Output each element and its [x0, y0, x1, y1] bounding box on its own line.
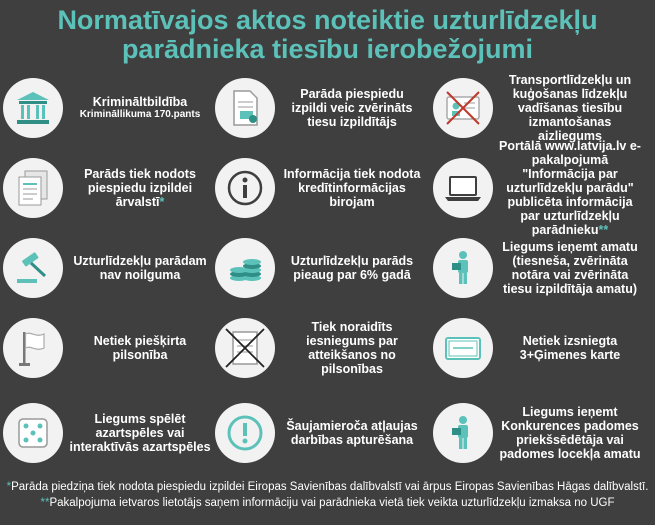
restrictions-grid [3, 73, 655, 473]
restriction-label [281, 419, 423, 447]
restriction-label [69, 167, 211, 209]
restriction-item [215, 76, 423, 140]
crossed-license-icon [433, 78, 493, 138]
restriction-label [499, 240, 641, 296]
restriction-item [215, 316, 423, 380]
restriction-label [69, 334, 211, 362]
restriction-label [281, 320, 423, 376]
warning-icon [215, 403, 275, 463]
person-box-icon [433, 403, 493, 463]
restriction-label [281, 254, 423, 282]
page-title [0, 6, 655, 64]
restriction-label [499, 405, 641, 461]
restriction-item [3, 76, 211, 140]
restriction-label [69, 254, 211, 282]
restriction-text: Portālā www.latvija.lv e-pakalpojumā "Informācija par uzturlīdzekļu parādu" publicēta informācija par uzturlīdzekļu parādnieku [499, 139, 641, 237]
restriction-item [433, 401, 641, 465]
restriction-text: Uzturlīdzekļu parāds pieaug par 6% gadā [290, 254, 414, 282]
restriction-text: Šaujamieroča atļaujas darbības apturēšana [286, 419, 418, 447]
restriction-text: Liegums ieņemt amatu (tiesneša, zvērināta notāra vai zvērināta tiesu izpildītāja amatu) [502, 240, 638, 296]
restriction-label [499, 139, 641, 237]
restriction-subtext: Krimināllikuma 170.pants [79, 109, 201, 120]
restriction-text: Netiek piešķirta pilsonība [93, 334, 187, 362]
restriction-item [3, 401, 211, 465]
restriction-item [433, 316, 641, 380]
gavel-icon [3, 238, 63, 298]
restriction-item [215, 401, 423, 465]
document-seal-icon [215, 78, 275, 138]
footnote-2-text: Pakalpojuma ietvaros lietotājs saņem informāciju vai parādnieka vietā tiek veikta uzturlīdzekļu izmaksa no UGF [49, 497, 615, 509]
restriction-item [215, 156, 423, 220]
footnote-2 [0, 497, 655, 510]
info-icon [215, 158, 275, 218]
footnote-1 [0, 481, 655, 494]
restriction-text: Uzturlīdzekļu parādam nav noilguma [73, 254, 207, 282]
coins-icon [215, 238, 275, 298]
restriction-item [215, 236, 423, 300]
restriction-text: Parāda piespiedu izpildi veic zvērināts tiesu izpildītājs [291, 87, 413, 129]
documents-icon [3, 158, 63, 218]
restriction-label [499, 334, 641, 362]
restriction-item [3, 156, 211, 220]
restriction-text: Liegums spēlēt azartspēles vai interaktīvās azartspēles [69, 412, 211, 454]
footnote-mark: * [159, 195, 165, 209]
restriction-text: Netiek izsniegta 3+Ģimenes karte [519, 334, 621, 362]
restriction-item [433, 236, 641, 300]
flag-icon [3, 318, 63, 378]
restriction-item [433, 139, 641, 237]
restriction-text: Krimināltbildība [92, 95, 188, 109]
footnotes [0, 481, 655, 513]
restriction-item [3, 236, 211, 300]
title-line-2: parādnieka tiesību ierobežojumi [121, 34, 534, 64]
restriction-text: Tiek noraidīts iesniegums par atteikšanos no pilsonības [306, 320, 398, 376]
restriction-text: Parāds tiek nodots piespiedu izpildei ārvalstī [84, 167, 196, 209]
restriction-label [281, 167, 423, 209]
crossed-document-icon [215, 318, 275, 378]
footnote-2-mark: ** [40, 497, 50, 509]
person-box-icon [433, 238, 493, 298]
card-icon [433, 318, 493, 378]
restriction-item [3, 316, 211, 380]
restriction-label [69, 412, 211, 454]
footnote-1-text: Parāda piedziņa tiek nodota piespiedu izpildei Eiropas Savienības dalībvalstī vai ārpus Eiropas Savienības Hāgas dalībvalstī. [11, 481, 649, 493]
restriction-label [281, 87, 423, 129]
laptop-icon [433, 158, 493, 218]
restriction-text: Informācija tiek nodota kredītinformācijas birojam [283, 167, 421, 209]
restriction-item [433, 73, 641, 143]
footnote-mark: ** [598, 223, 609, 237]
restriction-text: Transportlīdzekļu un kuģošanas līdzekļu vadīšanas tiesību izmantošanas aizliegums [508, 73, 632, 143]
restriction-label [499, 73, 641, 143]
footnote-1-mark: * [6, 481, 12, 493]
courthouse-icon [3, 78, 63, 138]
dice-icon [3, 403, 63, 463]
restriction-label [69, 95, 211, 121]
restriction-text: Liegums ieņemt Konkurences padomes priekšsēdētāja vai padomes locekļa amatu [499, 405, 641, 461]
title-line-1: Normatīvajos aktos noteiktie uzturlīdzekļu [57, 5, 598, 35]
